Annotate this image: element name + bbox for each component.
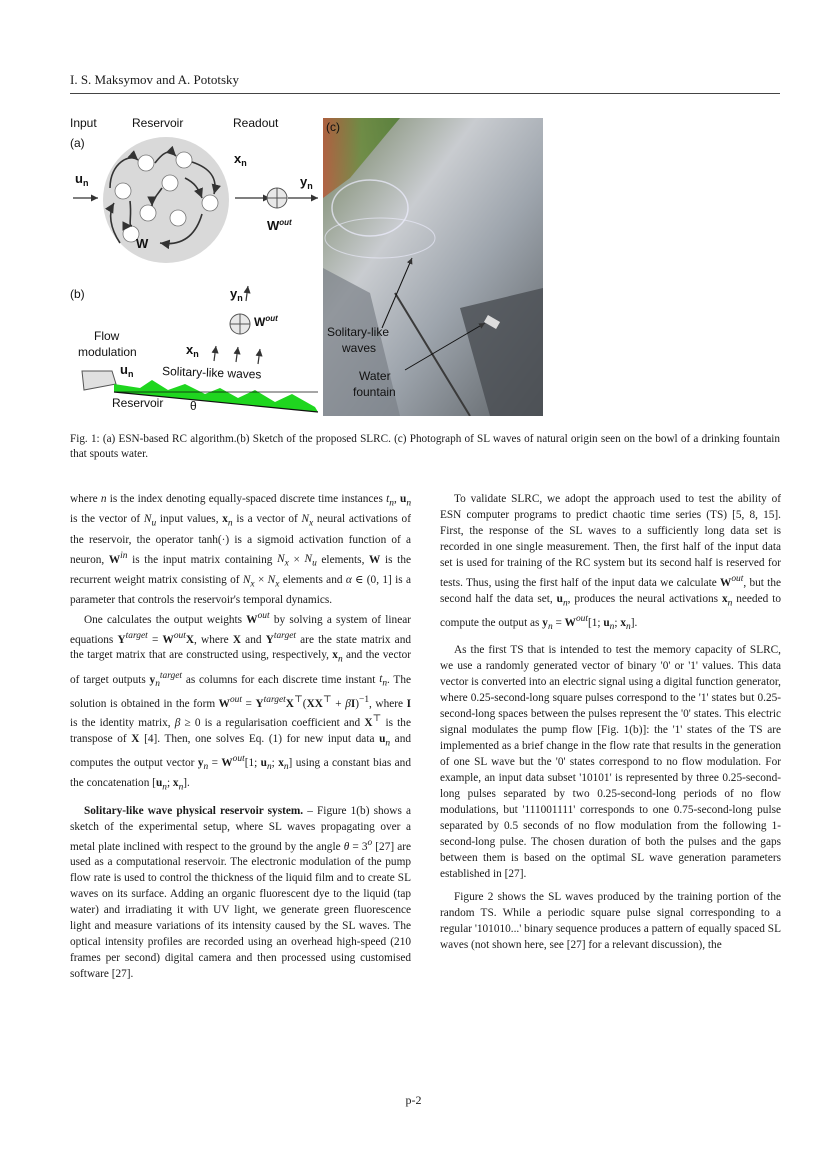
photo-label-2b: fountain bbox=[353, 385, 396, 399]
wout-b-label: $W^{out}$ bbox=[254, 314, 278, 329]
x-b-label: $x_n$ bbox=[186, 342, 199, 359]
page-number: p-2 bbox=[405, 1093, 422, 1107]
waves-label: Solitary-like waves bbox=[161, 364, 262, 382]
photo-label-2a: Water bbox=[359, 369, 391, 383]
paragraph: Figure 2 shows the SL waves produced by the training portion of the random TS. While a periodic square pulse signal corresponding to a regular '101010...' binary sequence produces a pattern of equally spaced SL waves (not shown here, see [27] for a relevant discussion), the bbox=[440, 891, 781, 952]
paragraph: Solitary-like wave physical reservoir system. – Figure 1(b) shows a sketch of the experimental setup, where SL waves propagating over a metal plate inclined with respect to the ground by the angle $\theta = 3^o$ [27] are used as a computational reservoir. The electronic modulation of the pump flow rate is used to control the thickness of the liquid film and to create SL waves on its surface. Adding an organic fluorescent dye to the liquid (tap water) and irradiating it with UV light, we generate green fluorescence light and measure variations of its intensity caused by the SL waves. The optical intensity profiles are recorded using an overhead high-speed (210 frames per second) digital camera and then processed using customised software [27]. bbox=[70, 804, 412, 981]
reservoir-b-label: Reservoir bbox=[112, 396, 164, 410]
nozzle-icon bbox=[82, 371, 116, 390]
label-reservoir: Reservoir bbox=[132, 118, 184, 130]
column-right bbox=[440, 491, 781, 953]
flow-label-2: modulation bbox=[78, 345, 137, 359]
flow-label-1: Flow bbox=[94, 329, 120, 343]
panel-a-tag: (a) bbox=[70, 136, 85, 150]
y-b-label: $y_n$ bbox=[230, 286, 243, 303]
running-header: I. S. Maksymov and A. Pototsky bbox=[70, 72, 240, 87]
label-readout: Readout bbox=[233, 118, 279, 130]
photo-label-1a: Solitary-like bbox=[327, 325, 390, 339]
w-label: W bbox=[136, 236, 149, 251]
photo-label-1b: waves bbox=[342, 341, 377, 355]
paragraph: As the first TS that is intended to test the memory capacity of SLRC, we use a randomly generated vector of binary '0' or '1' values. This data vector is converted into an electric signal using a digital function generator, where 0.25-second-long square pulses correspond to the '1' states but 0.25-second-long spaces between the pulses represent the '0' states. This electric signal modulates the pump flow [Fig. 1(b)]: the '1' states of the TS are implemented as a brief change in the flow rate that results in the generation of one SL wave but the '0' states correspond to no flow modulation. For example, an input data subset '10101' is represented by three 0.25-second-long pulses separated by two 0.25-second-long periods of no flow modulations, but '111001111' corresponds to one 0.75-second-long pulse separated by 0.5 seconds of no flow modulation from the following 1-second-long pulse. The chosen duration of both the pulses and the gaps between them is based on the optimal SL wave generation parameters established in [27]. bbox=[440, 644, 781, 881]
panel-b-tag: (b) bbox=[70, 287, 85, 301]
panel-c-tag: (c) bbox=[326, 120, 340, 134]
u-label: $u_n$ bbox=[75, 171, 89, 188]
wout-label: $W^{out}$ bbox=[267, 218, 292, 233]
paragraph: One calculates the output weights $W^{out}$ by solving a system of linear equations $Y^{target} = W^{out}X$, where X and $Y^{target}$ are the state matrix and the target matrix that are constructed using, respectively, $x_n$ and the vector of target outputs $y_n^{target}$ as columns for each discrete time instant $t_n$. The solution is obtained in the form $W^{out} = Y^{target}X^⊤(XX^⊤ + \beta I)^{-1}$, where I is the identity matrix, β ≥ 0 is a regularisation coefficient and X⊤ is the transpose of X [4]. Then, one solves Eq. (1) for new input data $u_n$ and computes the output vector $y_n = W^{out}[1$; $u_n$; $x_n$] using a constant bias and the concatenation [$u_n$; $x_n$]. bbox=[70, 610, 412, 793]
y-label: $y_n$ bbox=[300, 174, 313, 191]
label-input: Input bbox=[70, 118, 97, 130]
header-rule bbox=[70, 93, 780, 94]
theta-label: θ bbox=[190, 399, 197, 413]
figure-1 bbox=[70, 118, 543, 416]
paragraph: To validate SLRC, we adopt the approach used to test the ability of ESN computer programs to predict chaotic time series (TS) [5, 8, 15]. First, the response of the SL waves to a sufficiently long data set is recorded in one single measurement. Then, the first half of the input data set is used for training of the RC system but its second half is reserved for tests. Thus, using the first half of the input data we calculate $W^{out}$, but the second half the data set, $u_n$, produces the neural activations $x_n$ needed to compute the output as $y_n = W^{out}[1$; $u_n$; $x_n$]. bbox=[440, 493, 781, 633]
x-label: $x_n$ bbox=[234, 151, 247, 168]
u-b-label: $u_n$ bbox=[120, 362, 134, 379]
paragraph: where n is the index denoting equally-spaced discrete time instances $t_n$, $u_n$ is the vector of $N_u$ input values, $x_n$ is a vector of $N_x$ neural activations of the reservoir, the operator tanh(·) is a sigmoid activation function of a neuron, $W^{in}$ is the input matrix containing $N_x \times N_u$ elements, W is the recurrent weight matrix consisting of $N_x \times N_x$ elements and α ∈ (0, 1] is a parameter that controls the reservoir's temporal dynamics. bbox=[70, 493, 412, 606]
figure-caption: Fig. 1: (a) ESN-based RC algorithm.(b) Sketch of the proposed SLRC. (c) Photograph of SL waves of natural origin seen on the bowl of a drinking fountain that spouts water. bbox=[70, 433, 780, 460]
column-left bbox=[70, 491, 411, 982]
